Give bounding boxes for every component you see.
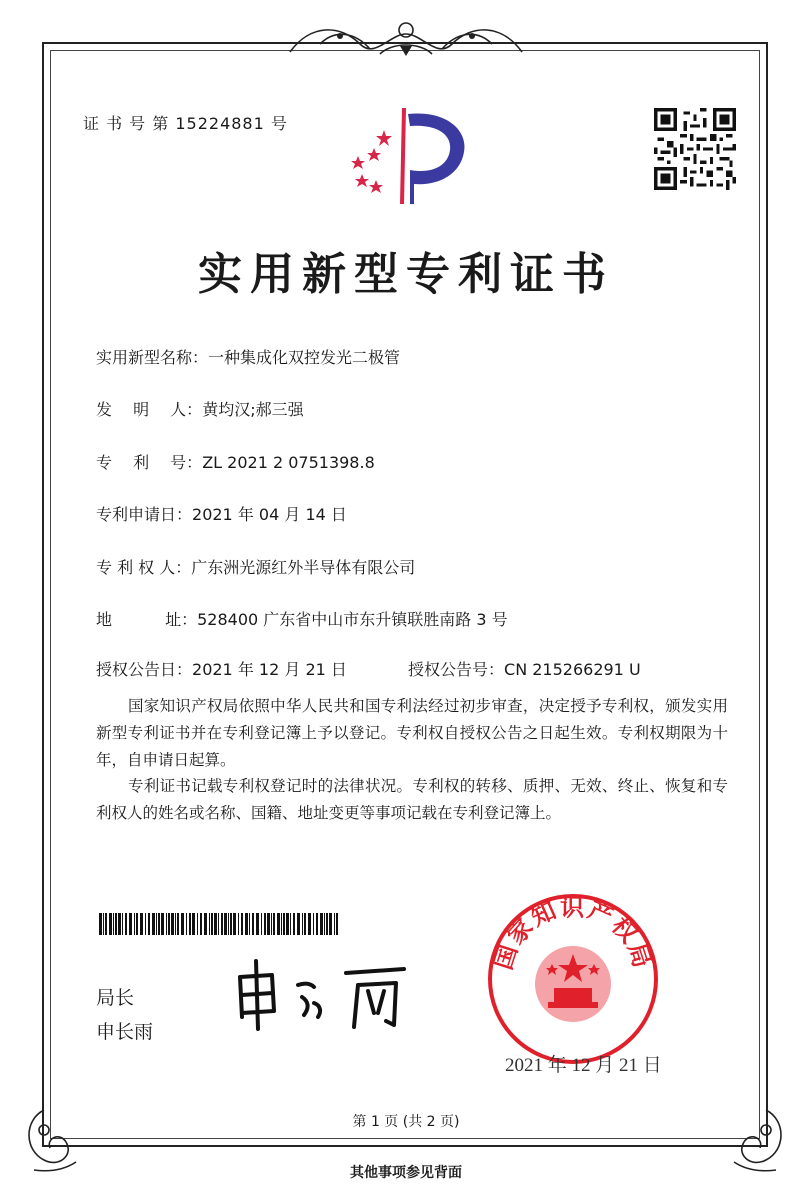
field-utility-model-name	[96, 345, 400, 368]
field-grant-number	[408, 657, 641, 680]
page-number: 第 1 页 (共 2 页)	[352, 1114, 460, 1130]
field-label: 专利申请日：	[96, 505, 193, 524]
field-value: ZL 2021 2 0751398.8	[202, 453, 375, 472]
top-ornament	[280, 14, 532, 64]
field-value: 2021 年 04 月 14 日	[192, 505, 347, 524]
officer-title: 局长	[96, 987, 135, 1009]
field-patent-number	[96, 450, 375, 473]
field-label: 专 利 号：	[96, 453, 203, 472]
back-note: 其他事项参见背面	[350, 1165, 462, 1181]
officer-name: 申长雨	[96, 1021, 154, 1043]
field-inventor	[96, 397, 304, 420]
field-label: 专 利 权 人：	[96, 558, 192, 577]
cnipa-logo	[336, 100, 476, 210]
field-value: 2021 年 12 月 21 日	[192, 660, 347, 679]
field-label: 地 址：	[96, 610, 198, 629]
field-patentee	[96, 555, 415, 578]
field-value: 一种集成化双控发光二极管	[208, 348, 401, 367]
statement-paragraph-1: 国家知识产权局依照中华人民共和国专利法经过初步审查，决定授予专利权，颁发实用新型专利证书并在专利登记簿上予以登记。专利权自授权公告之日起生效。专利权期限为十年，自申请日起算。	[96, 697, 728, 769]
certificate-number: 证 书 号 第 15224881 号	[83, 114, 288, 133]
official-seal	[486, 892, 660, 1066]
field-value: 528400 广东省中山市东升镇联胜南路 3 号	[197, 610, 508, 629]
qr-code	[654, 108, 736, 190]
statement-paragraph-2: 专利证书记载专利权登记时的法律状况。专利权的转移、质押、无效、终止、恢复和专利权人的姓名或名称、国籍、地址变更等事项记载在专利登记簿上。	[96, 777, 728, 822]
field-value: CN 215266291 U	[504, 660, 641, 679]
field-address	[96, 607, 508, 630]
seal-text: 国家知识产权局	[489, 893, 657, 973]
field-value: 黄均汉;郝三强	[202, 400, 304, 419]
field-label: 发 明 人：	[96, 400, 203, 419]
field-value: 广东洲光源红外半导体有限公司	[191, 558, 416, 577]
seal-date: 2021 年 12 月 21 日	[505, 1055, 662, 1076]
field-application-date	[96, 502, 347, 525]
handwritten-signature	[228, 955, 418, 1035]
field-grant-date	[96, 657, 347, 680]
barcode	[99, 913, 339, 935]
field-label: 授权公告日：	[96, 660, 193, 679]
field-label: 实用新型名称：	[96, 348, 209, 367]
field-label: 授权公告号：	[408, 660, 505, 679]
certificate-title: 实用新型专利证书	[198, 249, 614, 300]
